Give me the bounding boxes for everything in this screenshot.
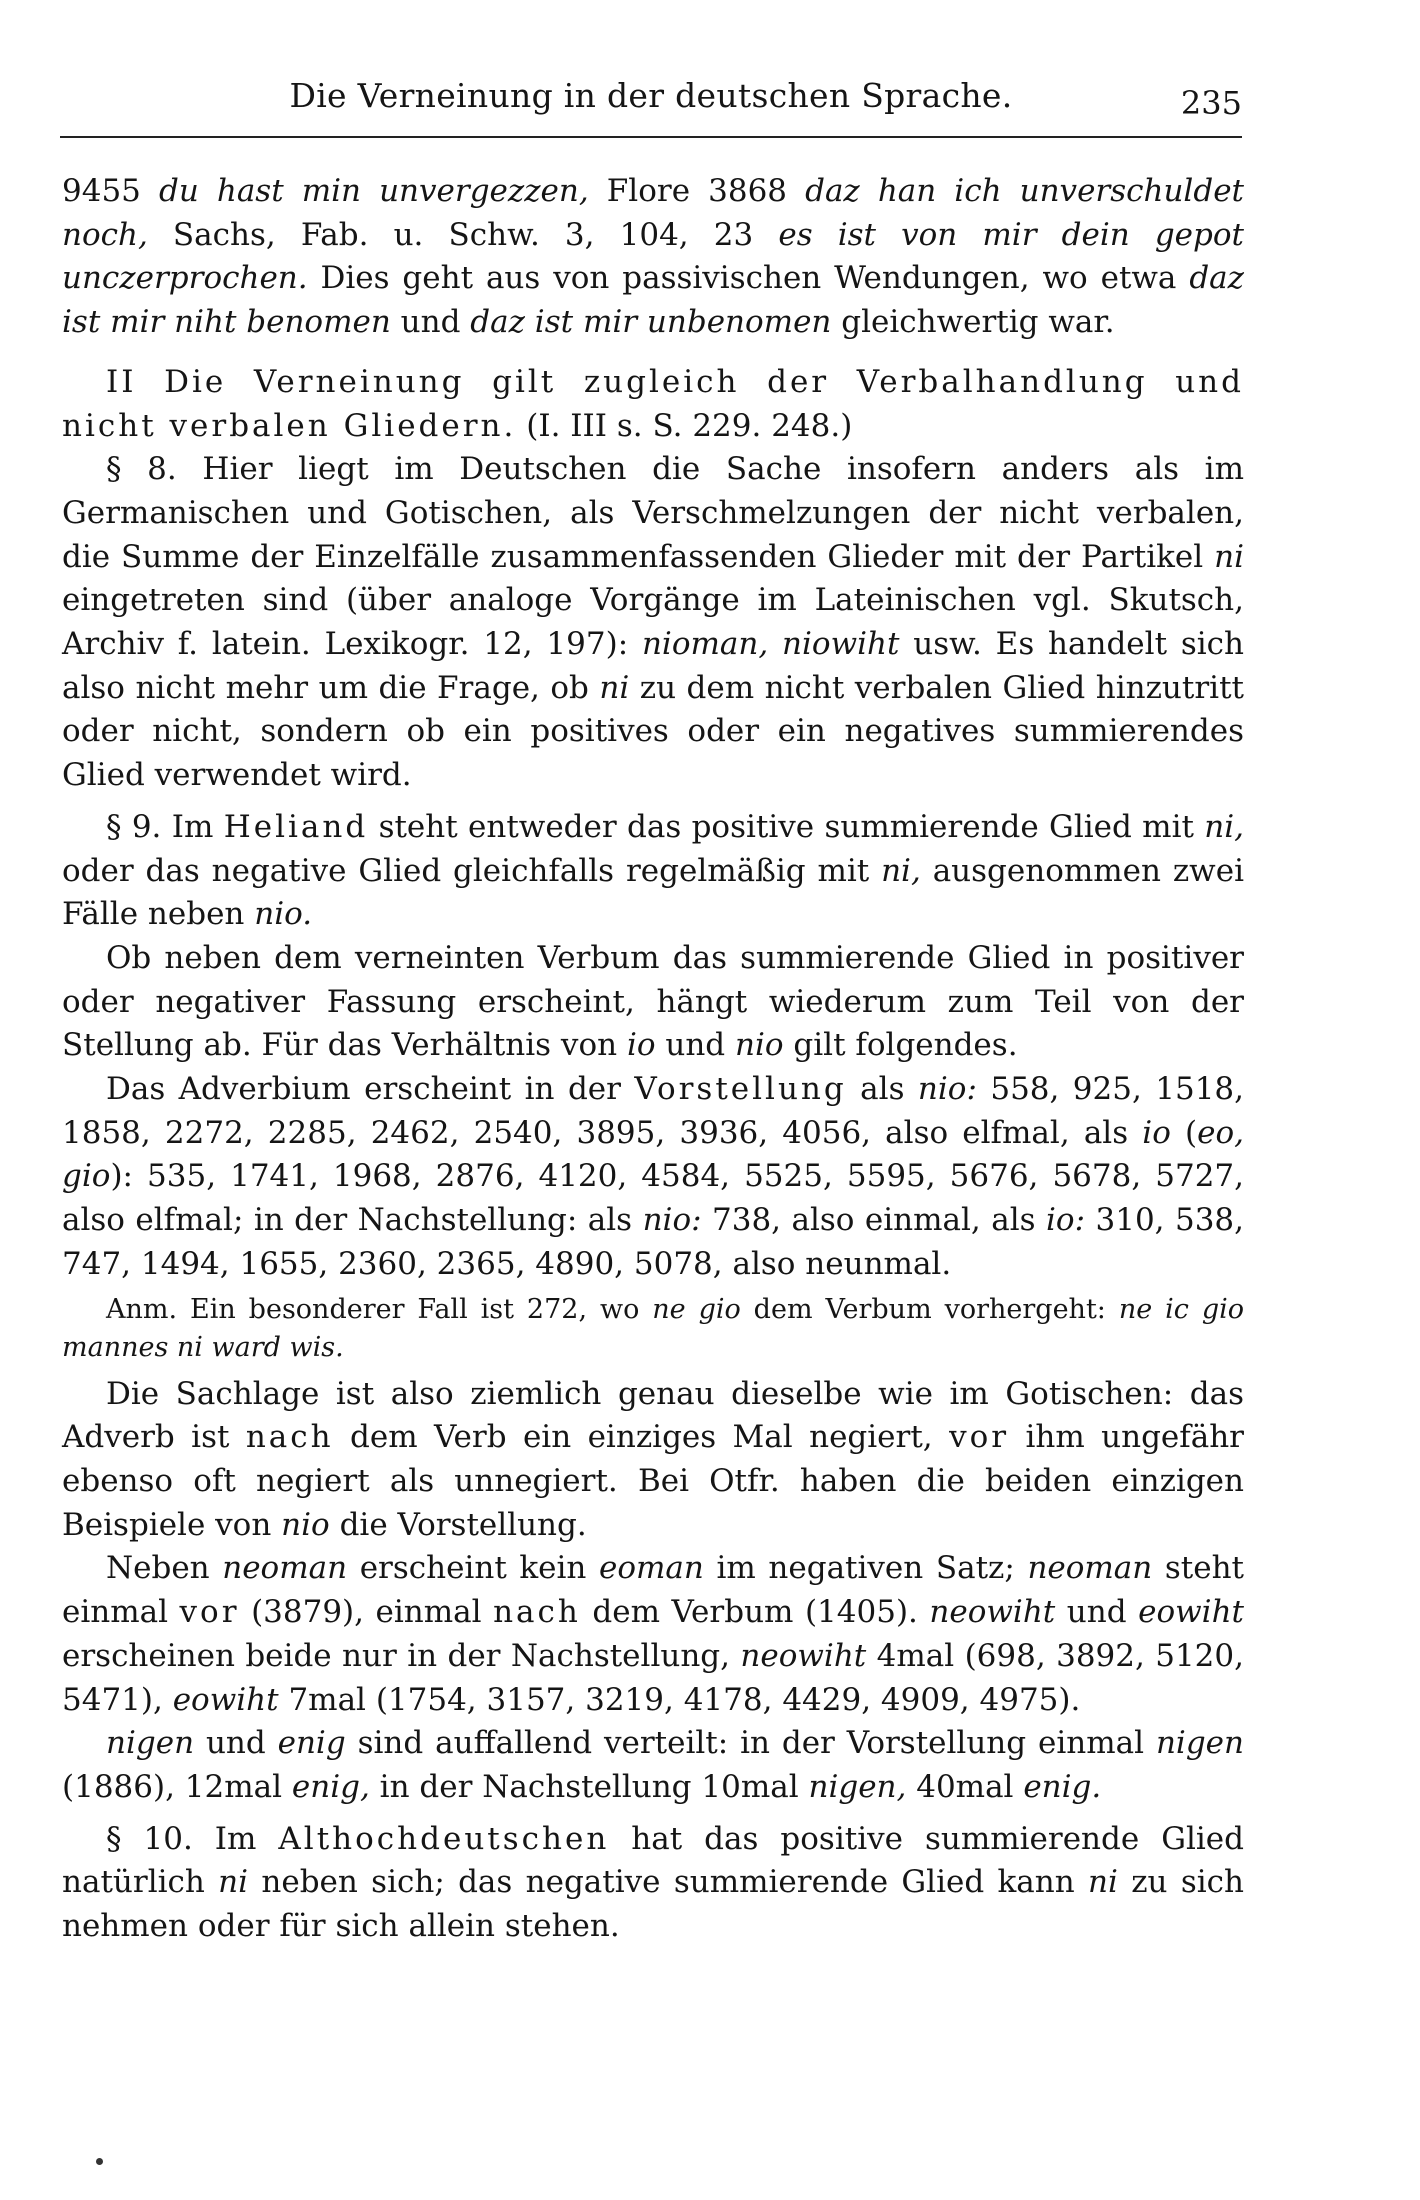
paragraph-continuation [62,170,1244,345]
running-title: Die Verneinung in der deutschen Sprache. [289,76,1013,115]
text-run: im negativen Satz; [703,1550,1028,1587]
spaced-emphasis: Althochdeutschen [278,1820,610,1857]
italic-term: ni [218,1864,249,1901]
italic-term: neoman [222,1550,348,1587]
text-run: zu sich nehmen oder für sich allein stehen. [62,1864,1244,1945]
paragraph-nigen [62,1722,1244,1809]
spaced-emphasis: nach [493,1594,581,1631]
italic-term: ni [1088,1864,1118,1901]
text-run: 310, 538, 747, 1494, 1655, 2360, 2365, 4890, 5078, also neunmal. [62,1202,1245,1282]
text-run: steht entweder das positive summierende Glied mit [368,808,1205,845]
italic-term: ni [599,669,630,706]
text-run: § 10. Im [106,1820,279,1857]
text-run: Flore 3868 [588,173,806,209]
italic-term: ni [1214,538,1244,575]
text-run: (3879), einmal [239,1594,494,1631]
text-run: (1886), 12mal [62,1768,292,1805]
italic-term: nio: [642,1202,702,1239]
spaced-emphasis: Heliand [223,808,369,845]
text-body [62,170,1244,1949]
text-run: Das Adverbium erscheint in der [106,1071,635,1108]
text-run: sind auffallend verteilt: in der Vorstellung einmal [345,1725,1156,1762]
paragraph-position [62,937,1244,1068]
text-run: 4mal (698, 3892, 5120, 5471), [62,1637,1244,1718]
text-run: (I. III s. S. 229. 248.) [516,407,853,444]
text-run: neben sich; das negative summierende Glied kann [248,1864,1089,1901]
text-run: dem Verbum vorhergeht: [740,1293,1119,1325]
italic-term: es ist von mir dein gepot unczerprochen. [62,216,1244,297]
paragraph-neoman [62,1547,1244,1722]
italic-term: ni, [881,852,921,889]
text-run: dem Verbum (1405). [580,1594,930,1631]
text-run: Anm. Ein besonderer Fall ist 272, wo [106,1293,653,1325]
text-run: Ob neben dem verneinten Verbum das summierende Glied in positiver oder negativer Fassung erscheint, hängt wiederum zum Teil von der Stellung ab. Für das Verhältnis von [62,939,1244,1064]
italic-term: nio. [254,896,313,933]
spaced-emphasis: nach [245,1419,334,1456]
text-run: 558, 925, 1518, 1858, 2272, 2285, 2462, 2540, 3895, 3936, 4056, also elfmal, als [62,1071,1245,1151]
text-run: eingetreten sind (über analoge Vorgänge im Lateinischen vgl. Skutsch, Archiv f. latein. Lexikogr. 12, 197): [62,582,1244,663]
text-run: und [655,1027,735,1064]
text-run: Dies geht aus von passivischen Wendungen, wo etwa [307,260,1190,297]
text-run: 40mal [906,1768,1024,1805]
paragraph-section-9 [62,806,1244,937]
text-run: als [846,1071,918,1108]
text-run: zu dem nicht verbalen Glied hinzutritt oder nicht, sondern ob ein positives oder ein negatives summierendes Glied verwendet wird. [62,669,1245,794]
italic-term: neowiht [929,1594,1056,1631]
text-run: die Vorstellung. [329,1506,587,1543]
text-run: § 8. Hier liegt im Deutschen die Sache insofern anders als im Germanischen und Gotischen, als Verschmelzungen der nicht verbalen, die Summe der Einzelfälle zusammenfassenden Glieder mit der Partikel [62,451,1244,575]
text-run: hat das positive summierende Glied natürlich [62,1820,1244,1901]
text-run: gilt folgendes. [783,1027,1018,1064]
text-run: und [194,1725,278,1762]
italic-term: ne ic gio mannes ni ward wis. [62,1293,1244,1363]
text-run: Die Sachlage ist also ziemlich genau dieselbe wie im Gotischen: das Adverb ist [62,1375,1244,1456]
text-run: 9455 [62,173,159,209]
text-run: § 9. Im [106,808,224,845]
italic-term: nio [281,1506,330,1543]
paragraph-summary [62,1373,1244,1548]
spaced-emphasis: Vorstellung [634,1071,847,1108]
italic-term: io [1142,1114,1171,1151]
text-run: erscheinen beide nur in der Nachstellung, [62,1637,741,1674]
text-run: ausgenommen zwei Fälle neben [62,852,1244,933]
text-run: erscheint kein [347,1550,600,1587]
paragraph-adverb-counts [62,1068,1244,1287]
text-run: ): 535, 1741, 1968, 2876, 4120, 4584, 5525, 5595, 5676, 5678, 5727, also elfmal; in der Nachstellung: als [62,1158,1244,1239]
text-run: und [1055,1594,1139,1631]
italic-term: ni, [1204,808,1245,845]
italic-term: ne gio [652,1293,741,1325]
text-run: gleichwertig war. [831,304,1115,341]
text-run: ( [1170,1114,1198,1151]
text-run: ihm ungefähr ebenso oft negiert als unnegiert. Bei Otfr. haben die beiden einzigen Beispiele von [62,1419,1244,1543]
print-speck [96,2158,103,2165]
paragraph-section-10 [62,1818,1244,1949]
italic-term: nigen, [808,1768,907,1805]
italic-term: eo, gio [62,1114,1244,1195]
italic-term: neowiht [740,1637,867,1674]
text-run: steht einmal [62,1550,1245,1631]
spaced-emphasis: vor [179,1594,240,1631]
page-header [60,62,1242,138]
text-run: dem Verb ein einziges Mal negiert, [333,1419,950,1456]
italic-term: nioman, niowiht [641,626,900,663]
paragraph-section-8 [62,448,1244,798]
italic-term: eowiht [172,1681,279,1718]
italic-term: du hast min unvergezzen, [158,173,589,209]
italic-term: nio: [917,1071,977,1108]
italic-term: enig, [291,1768,370,1805]
italic-term: io [626,1027,656,1064]
text-run: 738, also einmal, als [701,1202,1047,1239]
italic-term: enig [277,1725,346,1762]
italic-term: eowiht [1138,1594,1245,1631]
italic-term: nigen [106,1725,195,1762]
text-run: und [390,304,471,341]
italic-term: nio [735,1027,784,1064]
text-run: 7mal (1754, 3157, 3219, 4178, 4429, 4909, 4975). [278,1681,1081,1718]
italic-term: nigen [1155,1725,1244,1762]
italic-term: enig. [1023,1768,1102,1805]
paragraph-annotation [62,1291,1244,1367]
italic-term: eoman [599,1550,704,1587]
italic-term: daz han ich unverschuldet noch, [62,173,1244,253]
text-run: Neben [106,1550,223,1587]
text-run: Sachs, Fab. u. Schw. 3, 104, 23 [147,216,779,253]
italic-term: daz ist mir unbenomen [470,304,832,341]
italic-term: daz ist mir niht benomen [62,260,1244,341]
italic-term: io: [1046,1202,1086,1239]
spaced-emphasis: II Die Verneinung gilt zugleich der Verbalhandlung und nicht verbalen Gliedern. [62,363,1244,444]
spaced-emphasis: vor [949,1419,1010,1456]
page-number: 235 [1180,84,1242,122]
text-run: oder das negative Glied gleichfalls regelmäßig mit [62,852,882,889]
text-run: in der Nachstellung 10mal [369,1768,809,1805]
italic-term: neoman [1027,1550,1153,1587]
text-run: usw. Es handelt sich also nicht mehr um die Frage, ob [62,626,1244,706]
paragraph-heading-ii [62,361,1244,448]
